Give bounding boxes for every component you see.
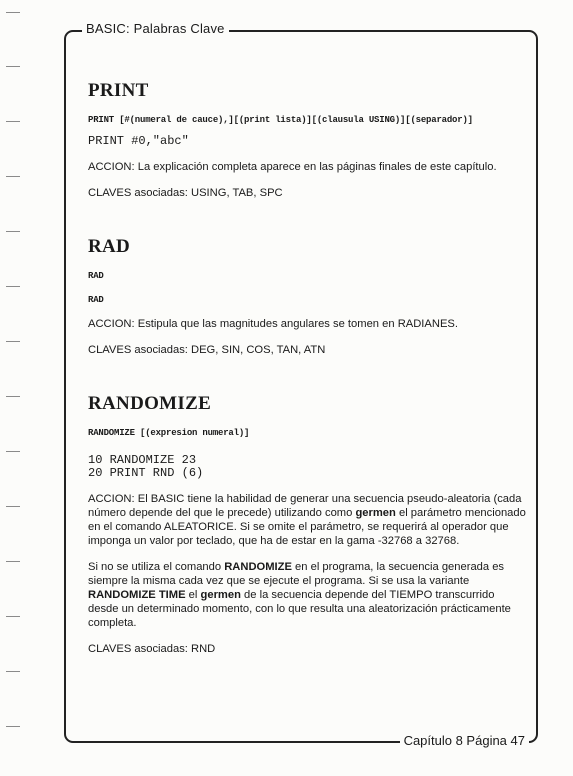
- text-run: en el programa, la secuencia generada es siempre la misma cada vez que se ejecute el programa. Si se usa la variante: [88, 561, 505, 587]
- page-footer-label: Capítulo 8 Página 47: [400, 733, 529, 748]
- margin-tick: [6, 66, 20, 67]
- text-run: Si no se utiliza el comando: [88, 561, 225, 573]
- margin-tick: [6, 286, 20, 287]
- margin-tick: [6, 671, 20, 672]
- section-title: RANDOMIZE: [88, 393, 212, 414]
- bold-term: germen: [355, 507, 396, 519]
- page-content: [88, 80, 528, 656]
- syntax-line: PRINT [#(numeral de cauce),][(print lista)][(clausula USING)][(separador)]: [88, 115, 473, 125]
- bold-term: RANDOMIZE TIME: [88, 589, 186, 601]
- margin-tick: [6, 231, 20, 232]
- bold-term: germen: [200, 589, 241, 601]
- margin-tick: [6, 12, 20, 13]
- margin-tick: [6, 176, 20, 177]
- code-example: RAD: [88, 295, 104, 305]
- margin-tick: [6, 506, 20, 507]
- code-example: 10 RANDOMIZE 23 20 PRINT RND (6): [88, 453, 204, 480]
- syntax-line: RAD: [88, 271, 104, 281]
- margin-tick: [6, 561, 20, 562]
- section-randomize: [88, 393, 528, 656]
- text-run: el parámetro mencionado en el comando ALEATORICE. Si se omite el parámetro, se requerirá al operador que imponga un valor por teclado, que ha de estar en la gama -32768 a 32768.: [88, 507, 526, 547]
- claves-paragraph: CLAVES asociadas: RND: [88, 643, 216, 655]
- accion-paragraph: ACCION: Estipula que las magnitudes angulares se tomen en RADIANES.: [88, 318, 458, 330]
- bold-term: RANDOMIZE: [224, 561, 292, 573]
- code-example: PRINT #0,"abc": [88, 134, 189, 148]
- syntax-line: RANDOMIZE [(expresion numeral)]: [88, 428, 250, 438]
- accion-paragraph: [88, 492, 528, 548]
- section-title: PRINT: [88, 80, 149, 101]
- margin-tick: [6, 396, 20, 397]
- section-print: [88, 80, 528, 200]
- margin-tick: [6, 341, 20, 342]
- section-title: RAD: [88, 236, 131, 257]
- claves-paragraph: CLAVES asociadas: DEG, SIN, COS, TAN, ATN: [88, 344, 326, 356]
- page-header-title: BASIC: Palabras Clave: [82, 21, 229, 36]
- text-run: de la secuencia depende del TIEMPO transcurrido desde un determinado momento, con lo que resulta una aleatorización prácticamente completa.: [88, 589, 511, 629]
- margin-ticks: [0, 0, 40, 776]
- margin-tick: [6, 616, 20, 617]
- randomize-usage-paragraph: [88, 560, 528, 630]
- margin-tick: [6, 121, 20, 122]
- margin-tick: [6, 726, 20, 727]
- accion-paragraph: ACCION: La explicación completa aparece en las páginas finales de este capítulo.: [88, 161, 497, 173]
- text-run: el: [185, 589, 201, 601]
- claves-paragraph: CLAVES asociadas: USING, TAB, SPC: [88, 187, 283, 199]
- margin-tick: [6, 451, 20, 452]
- text-run: ACCION: El BASIC tiene la habilidad de generar una secuencia pseudo-aleatoria (cada número depende del que le precede) utilizando como: [88, 493, 522, 519]
- section-rad: [88, 236, 528, 357]
